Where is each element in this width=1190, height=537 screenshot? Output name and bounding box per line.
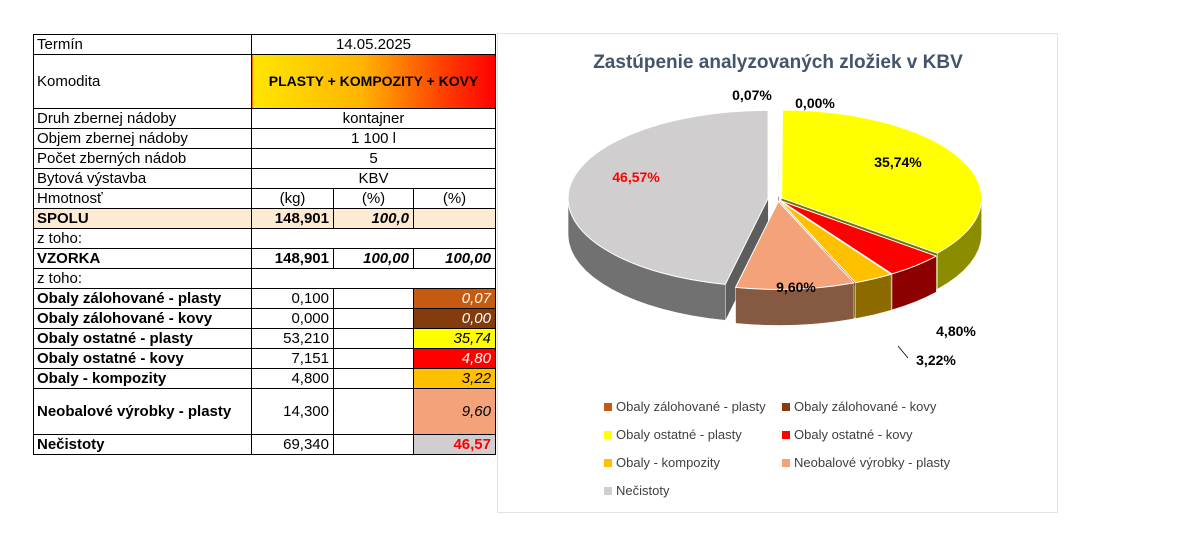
legend-swatch [782,459,790,467]
legend-swatch [604,431,612,439]
legend-label: Obaly zálohované - plasty [616,399,766,414]
table-row [34,55,496,109]
pie-tops [568,109,982,290]
spolu-empty [414,209,496,229]
item-pct: 9,60 [414,389,496,435]
table-row [34,109,496,129]
legend-label: Nečistoty [616,483,670,498]
empty-cell [334,289,414,309]
legend-swatch [782,403,790,411]
item-kg: 0,000 [252,309,334,329]
item-pct: 0,00 [414,309,496,329]
data-label: 3,22% [916,352,956,368]
empty-cell [252,229,496,249]
chart-panel [497,33,1058,513]
item-kg: 53,210 [252,329,334,349]
table-row [34,269,496,289]
table-row [34,169,496,189]
legend-label: Obaly ostatné - kovy [794,427,913,442]
row-label: Termín [34,35,252,55]
legend-item [604,483,669,498]
commodity-value: PLASTY + KOMPOZITY + KOVY [252,55,496,109]
vzorka-pct1: 100,00 [334,249,414,269]
item-label: Nečistoty [34,435,252,455]
row-label: Komodita [34,55,252,109]
legend-swatch [604,487,612,495]
spolu-label: SPOLU [34,209,252,229]
legend-label: Neobalové výrobky - plasty [794,455,951,470]
spolu-kg: 148,901 [252,209,334,229]
row-value: kontajner [252,109,496,129]
table-row [34,389,496,435]
table-row [34,369,496,389]
data-label: 0,07% [732,87,772,103]
header-pct1: (%) [334,189,414,209]
empty-cell [334,435,414,455]
empty-cell [252,269,496,289]
z-toho-label: z toho: [34,229,252,249]
empty-cell [334,329,414,349]
vzorka-label: VZORKA [34,249,252,269]
table-row [34,435,496,455]
row-value: 14.05.2025 [252,35,496,55]
empty-cell [334,369,414,389]
data-label: 4,80% [936,323,976,339]
table-row [34,229,496,249]
row-label: Počet zberných nádob [34,149,252,169]
item-label: Neobalové výrobky - plasty [34,389,252,435]
empty-cell [334,389,414,435]
table-row [34,149,496,169]
data-label: 35,74% [874,154,922,170]
legend-label: Obaly zálohované - kovy [794,399,937,414]
legend-item [604,427,742,442]
chart-title: Zastúpenie analyzovaných zložiek v KBV [593,52,963,73]
table-row [34,249,496,269]
legend-swatch [604,459,612,467]
table-row [34,309,496,329]
header-label: Hmotnosť [34,189,252,209]
header-kg: (kg) [252,189,334,209]
legend-item [604,455,720,470]
table-row [34,329,496,349]
item-kg: 4,800 [252,369,334,389]
table-row [34,129,496,149]
item-kg: 14,300 [252,389,334,435]
legend-item [782,399,936,414]
data-label: 46,57% [612,169,660,185]
item-pct: 3,22 [414,369,496,389]
item-pct: 4,80 [414,349,496,369]
item-pct: 35,74 [414,329,496,349]
vzorka-pct2: 100,00 [414,249,496,269]
legend-label: Obaly ostatné - plasty [616,427,742,442]
row-label: Objem zbernej nádoby [34,129,252,149]
vzorka-kg: 148,901 [252,249,334,269]
row-value: KBV [252,169,496,189]
legend-item [604,399,766,414]
empty-cell [334,349,414,369]
item-label: Obaly - kompozity [34,369,252,389]
pie-chart [498,34,1059,394]
item-label: Obaly ostatné - plasty [34,329,252,349]
row-value: 1 100 l [252,129,496,149]
row-label: Druh zbernej nádoby [34,109,252,129]
leader-line [898,346,908,358]
table-row [34,289,496,309]
z-toho-label: z toho: [34,269,252,289]
table-row [34,189,496,209]
data-table [33,34,496,455]
item-label: Obaly zálohované - plasty [34,289,252,309]
table-row [34,349,496,369]
legend-label: Obaly - kompozity [616,455,721,470]
spolu-pct: 100,0 [334,209,414,229]
item-pct: 46,57 [414,435,496,455]
item-label: Obaly ostatné - kovy [34,349,252,369]
item-kg: 69,340 [252,435,334,455]
row-value: 5 [252,149,496,169]
row-label: Bytová výstavba [34,169,252,189]
table-row [34,35,496,55]
empty-cell [334,309,414,329]
table-row [34,209,496,229]
item-label: Obaly zálohované - kovy [34,309,252,329]
legend-swatch [782,431,790,439]
item-kg: 0,100 [252,289,334,309]
legend-swatch [604,403,612,411]
legend-item [782,427,913,442]
item-kg: 7,151 [252,349,334,369]
data-label: 9,60% [776,279,816,295]
item-pct: 0,07 [414,289,496,309]
header-pct2: (%) [414,189,496,209]
data-label: 0,00% [795,95,835,111]
legend-item [782,455,950,470]
